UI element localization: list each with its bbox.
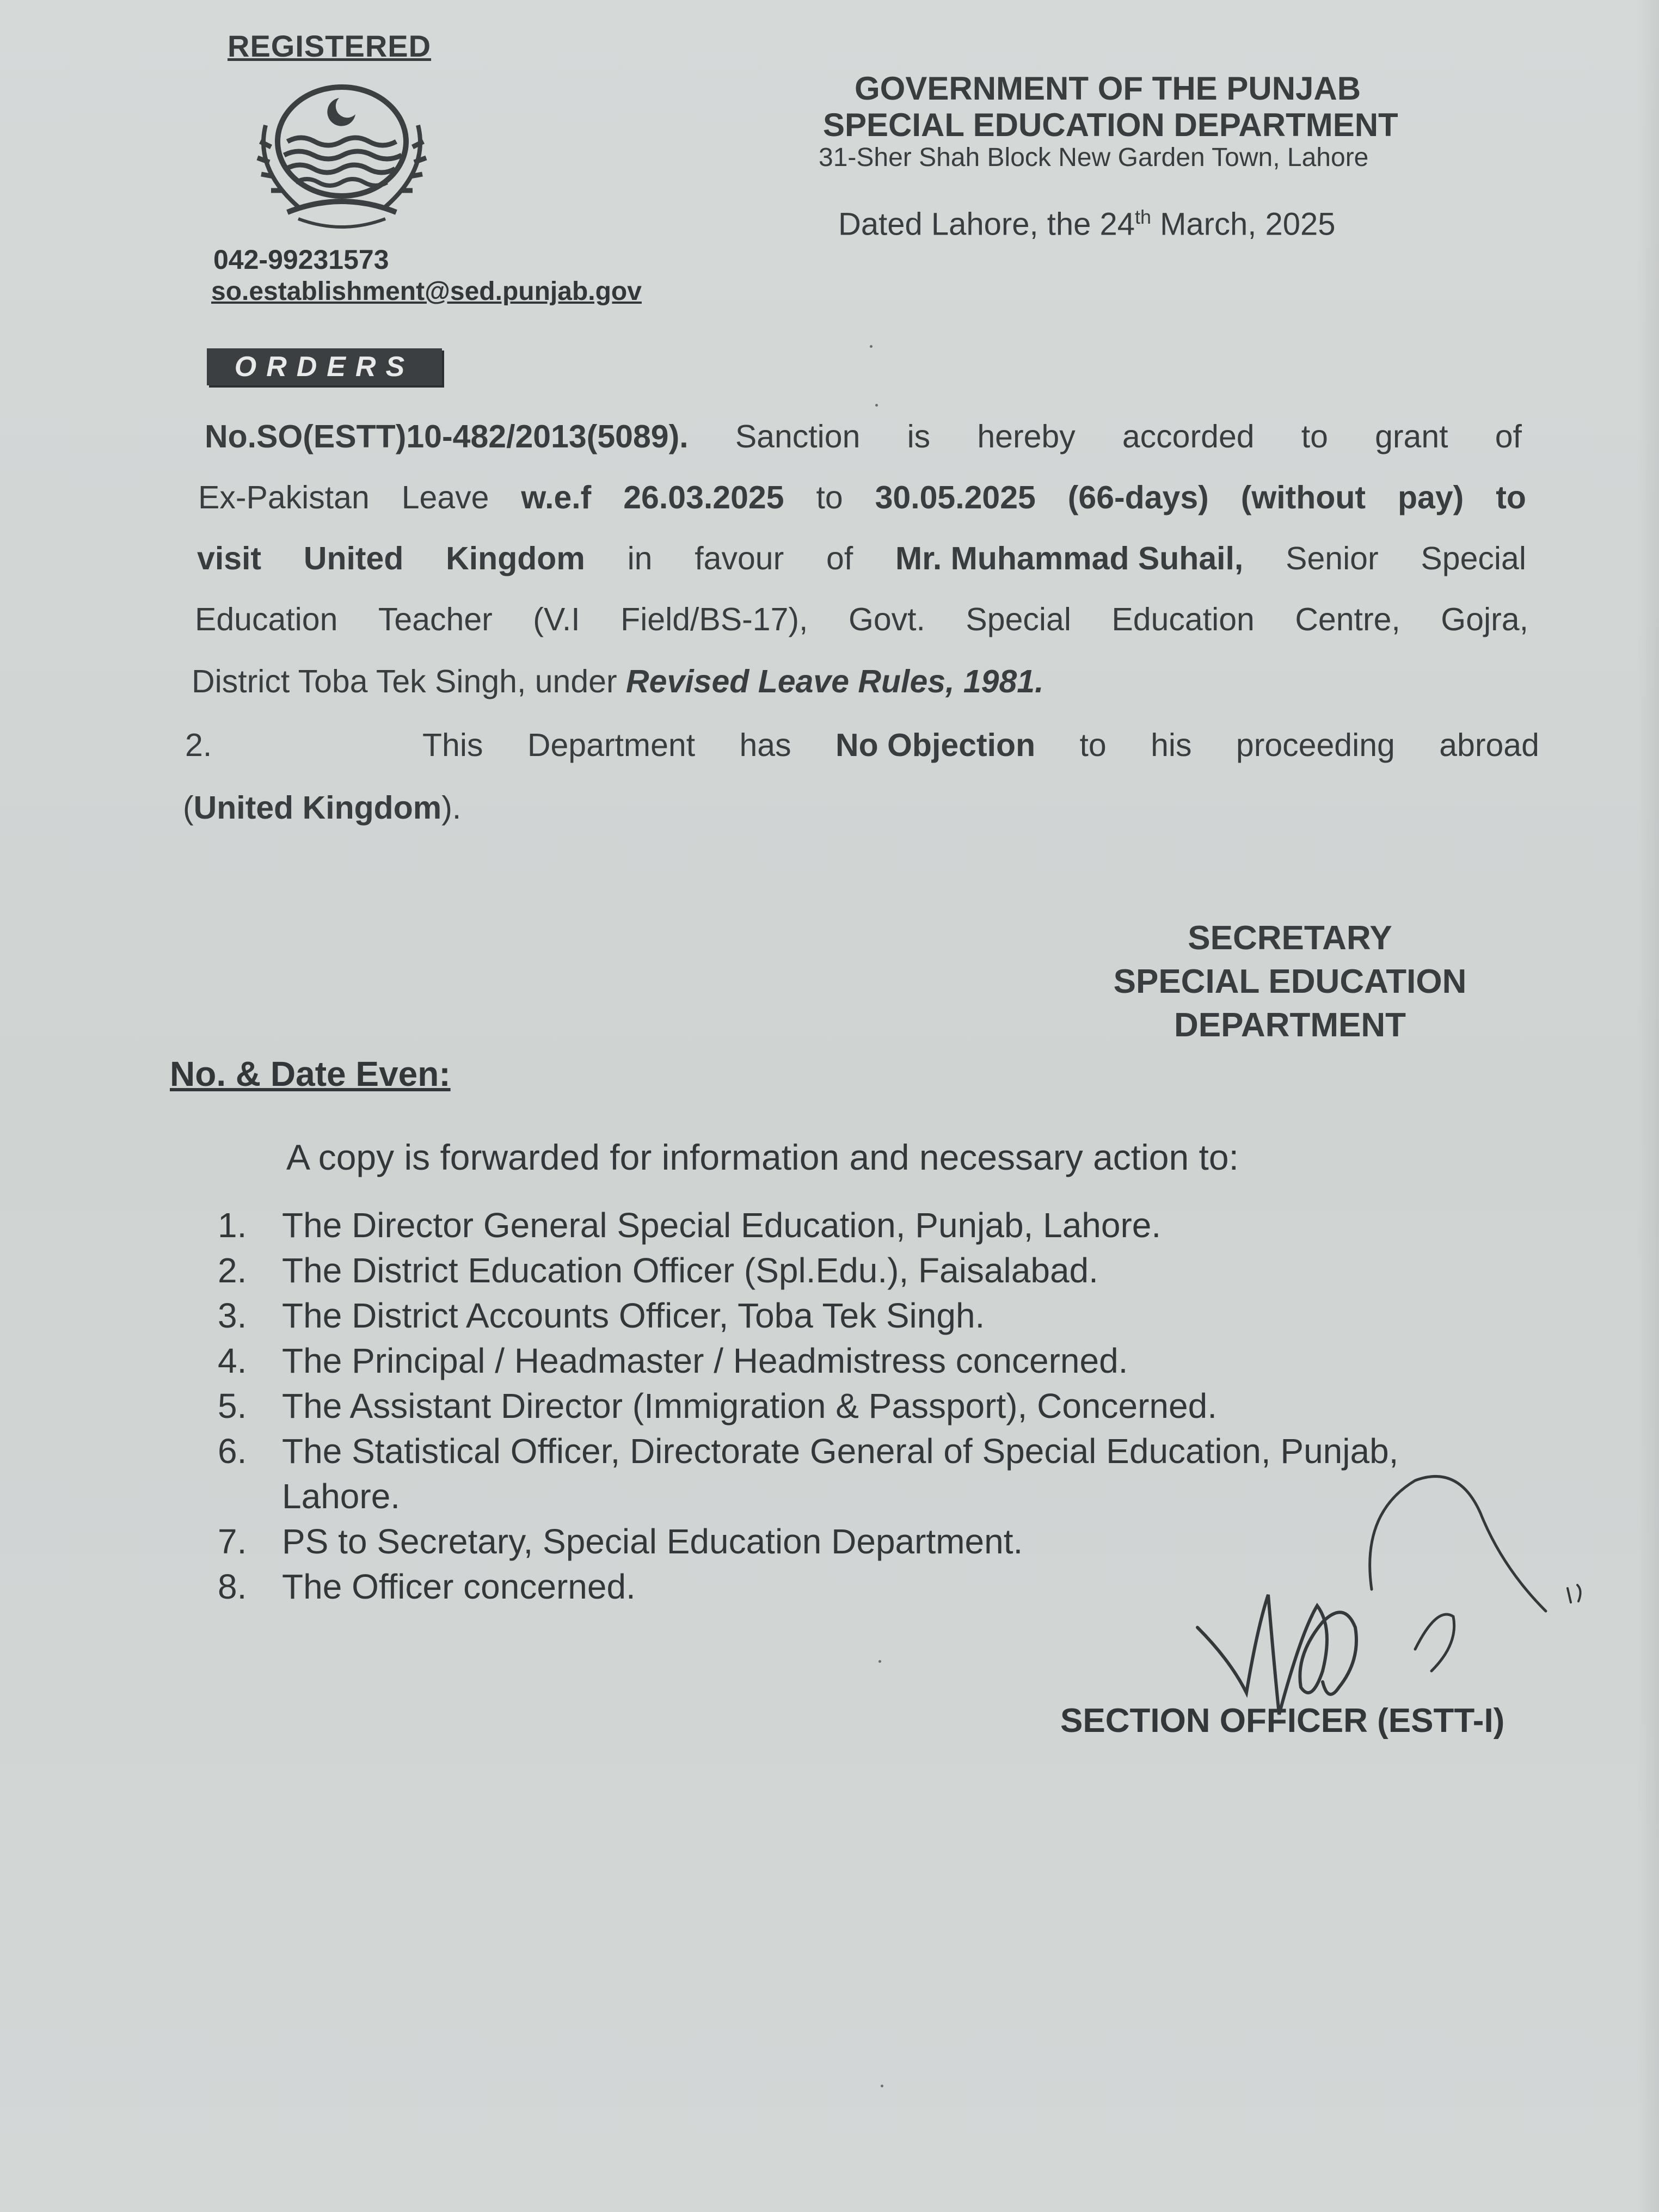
fold-mark [881,2085,883,2087]
order-line-4: Education Teacher (V.I Field/BS-17), Govt. Special Education Centre, Gojra, [195,601,1528,637]
paragraph-number: 2. [185,727,212,763]
department-title: SPECIAL EDUCATION DEPARTMENT [823,107,1398,143]
secretary-signatory: SECRETARY SPECIAL EDUCATION DEPARTMENT [1113,919,1467,1044]
fold-mark [878,1660,881,1663]
section-officer-signatory: SECTION OFFICER (ESTT-I) [1060,1702,1505,1740]
list-item: 2. The District Education Officer (Spl.Edu.), Faisalabad. [218,1251,1098,1290]
fold-mark [875,404,878,407]
list-item-continuation: Lahore. [282,1477,401,1516]
copy-forwarded-intro: A copy is forwarded for information and necessary action to: [286,1137,1239,1177]
order-line-6: This Department has No Objection to his proceeding abroad [422,727,1539,763]
email-link[interactable]: so.establishment@sed.punjab.gov [211,277,642,306]
list-item: 6. The Statistical Officer, Directorate General of Special Education, Punjab, [218,1431,1399,1471]
list-item: 7. PS to Secretary, Special Education Department. [218,1522,1023,1561]
list-item: 1. The Director General Special Education, Punjab, Lahore. [218,1206,1162,1245]
no-date-even-heading: No. & Date Even: [170,1054,451,1093]
list-item: 5. The Assistant Director (Immigration & Passport), Concerned. [218,1386,1217,1425]
fold-mark [870,345,872,348]
order-line-2: Ex-Pakistan Leave w.e.f 26.03.2025 to 30.05.2025 (66-days) (without pay) to [198,480,1526,515]
punjab-govt-emblem-icon [228,76,456,239]
order-line-5: District Toba Tek Singh, under Revised Leave Rules, 1981. [192,663,1044,699]
government-title: GOVERNMENT OF THE PUNJAB [855,70,1361,107]
document-date: Dated Lahore, the 24th March, 2025 [838,206,1336,242]
orders-badge: ORDERS [207,348,442,385]
list-item: 3. The District Accounts Officer, Toba Tek Singh. [218,1296,985,1335]
registered-label: REGISTERED [228,29,432,63]
order-line-3: visit United Kingdom in favour of Mr. Muhammad Suhail, Senior Special [197,540,1526,576]
order-line-1: No.SO(ESTT)10-482/2013(5089). Sanction is hereby accorded to grant of [205,419,1522,454]
list-item: 8. The Officer concerned. [218,1567,636,1606]
department-address: 31-Sher Shah Block New Garden Town, Lahore [819,143,1369,172]
order-line-7: (United Kingdom). [183,790,462,826]
phone-number: 042-99231573 [213,244,389,275]
list-item: 4. The Principal / Headmaster / Headmistress concerned. [218,1341,1128,1380]
